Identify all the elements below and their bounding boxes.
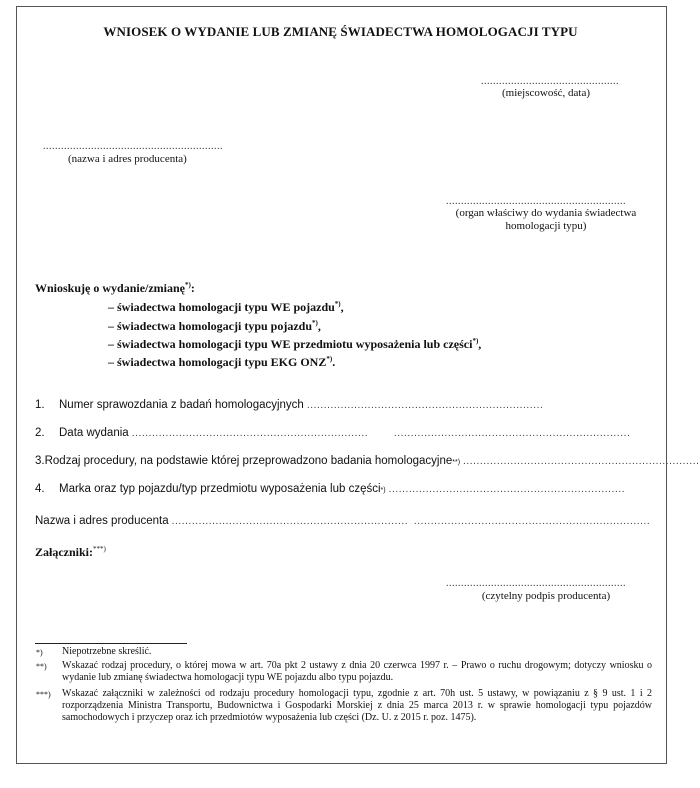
footnote-3: Wskazać załączniki w zależności od rodzaju procedury homologacji typu, zgodnie z art. 70h ust. 5 ustawy, w powiązaniu z § 9 ust. 1 i 2 rozporządzenia Ministra Transportu, Budownictwa i Gospodarki Morskiej z dnia 25 marca 2013 r. w sprawie homologacji typu pojazdów samochodowych i przyczep oraz ich przedmiotów wyposażenia lub części (Dz. U. z 2015 r. poz. 1475).	[62, 688, 652, 723]
field-label: Marka oraz typ pojazdu/typ przedmiotu wyposażenia lub części	[59, 483, 381, 495]
field-report-number[interactable]	[35, 399, 653, 411]
dotted-leader[interactable]: ......................................................................	[463, 456, 700, 467]
form-title: WNIOSEK O WYDANIE LUB ZMIANĘ ŚWIADECTWA HOMOLOGACJI TYPU	[103, 24, 578, 39]
option-vehicle[interactable]: – świadectwa homologacji typu pojazdu*),	[108, 319, 321, 333]
field-label: Data wydania	[59, 427, 129, 439]
option-ece[interactable]: – świadectwa homologacji typu EKG ONZ*).	[108, 355, 336, 369]
attachments-heading: Załączniki:***)	[35, 545, 106, 559]
footnote-mark: *)	[36, 648, 43, 657]
field-label: Numer sprawozdania z badań homologacyjnych	[59, 399, 304, 411]
producer-caption: (nazwa i adres producenta)	[68, 153, 187, 165]
field-make-type[interactable]: 4. Marka oraz typ pojazdu/typ przedmiotu wyposażenia lub części *) ......................................................................	[35, 483, 645, 495]
producer-dotted-line[interactable]: ............................................................	[43, 141, 223, 152]
dotted-leader[interactable]: ......................................................................	[171, 516, 409, 527]
dotted-leader[interactable]: ......................................................................	[388, 484, 626, 495]
footnote-ref: *)	[185, 281, 191, 289]
request-heading: Wnioskuję o wydanie/zmianę*):	[35, 281, 195, 295]
field-producer-name[interactable]: Nazwa i adres producenta ...................................................................... ......................................................................	[35, 515, 651, 527]
authority-caption-line1: (organ właściwy do wydania świadectwa	[455, 207, 637, 219]
signature-dotted-line[interactable]: ............................................................	[446, 578, 626, 589]
field-issue-date[interactable]: 2. Data wydania ...................................................................... ......................................................................	[35, 427, 631, 439]
option-we-vehicle[interactable]: – świadectwa homologacji typu WE pojazdu*),	[108, 300, 344, 314]
place-date-dotted-line[interactable]: ..............................................	[481, 76, 619, 87]
field-number: 3.	[35, 455, 45, 467]
dotted-leader[interactable]: ......................................................................	[306, 400, 544, 411]
footnote-divider	[35, 643, 187, 644]
footnote-ref: ***)	[93, 545, 106, 553]
field-label: Nazwa i adres producenta	[35, 515, 169, 527]
footnote-mark: ***)	[36, 690, 51, 699]
field-procedure-type[interactable]: 3. Rodzaj procedury, na podstawie której przeprowadzono badania homologacyjne **) ......................................................................	[35, 455, 700, 467]
field-number: 4.	[35, 483, 45, 495]
signature-caption: (czytelny podpis producenta)	[481, 590, 611, 602]
footnote-1: Niepotrzebne skreślić.	[62, 646, 152, 657]
field-label: Rodzaj procedury, na podstawie której przeprowadzono badania homologacyjne	[44, 455, 453, 467]
field-number: 2.	[35, 427, 45, 439]
place-date-caption: (miejscowość, data)	[502, 87, 590, 99]
dotted-leader[interactable]: ......................................................................	[131, 428, 369, 439]
option-we-equipment[interactable]: – świadectwa homologacji typu WE przedmiotu wyposażenia lub części*),	[108, 337, 482, 351]
footnote-mark: **)	[36, 662, 47, 671]
footnote-2: Wskazać rodzaj procedury, o której mowa w art. 70a pkt 2 ustawy z dnia 20 czerwca 1997 r. – Prawo o ruchu drogowym; dotyczy wniosku o wydanie lub zmianę świadectwa homologacji typu WE pojazdu albo typu pojazdu.	[62, 660, 652, 683]
authority-dotted-line[interactable]: ............................................................	[446, 196, 626, 207]
field-number: 1.	[35, 399, 45, 411]
authority-caption-line2: homologacji typu)	[505, 220, 587, 232]
